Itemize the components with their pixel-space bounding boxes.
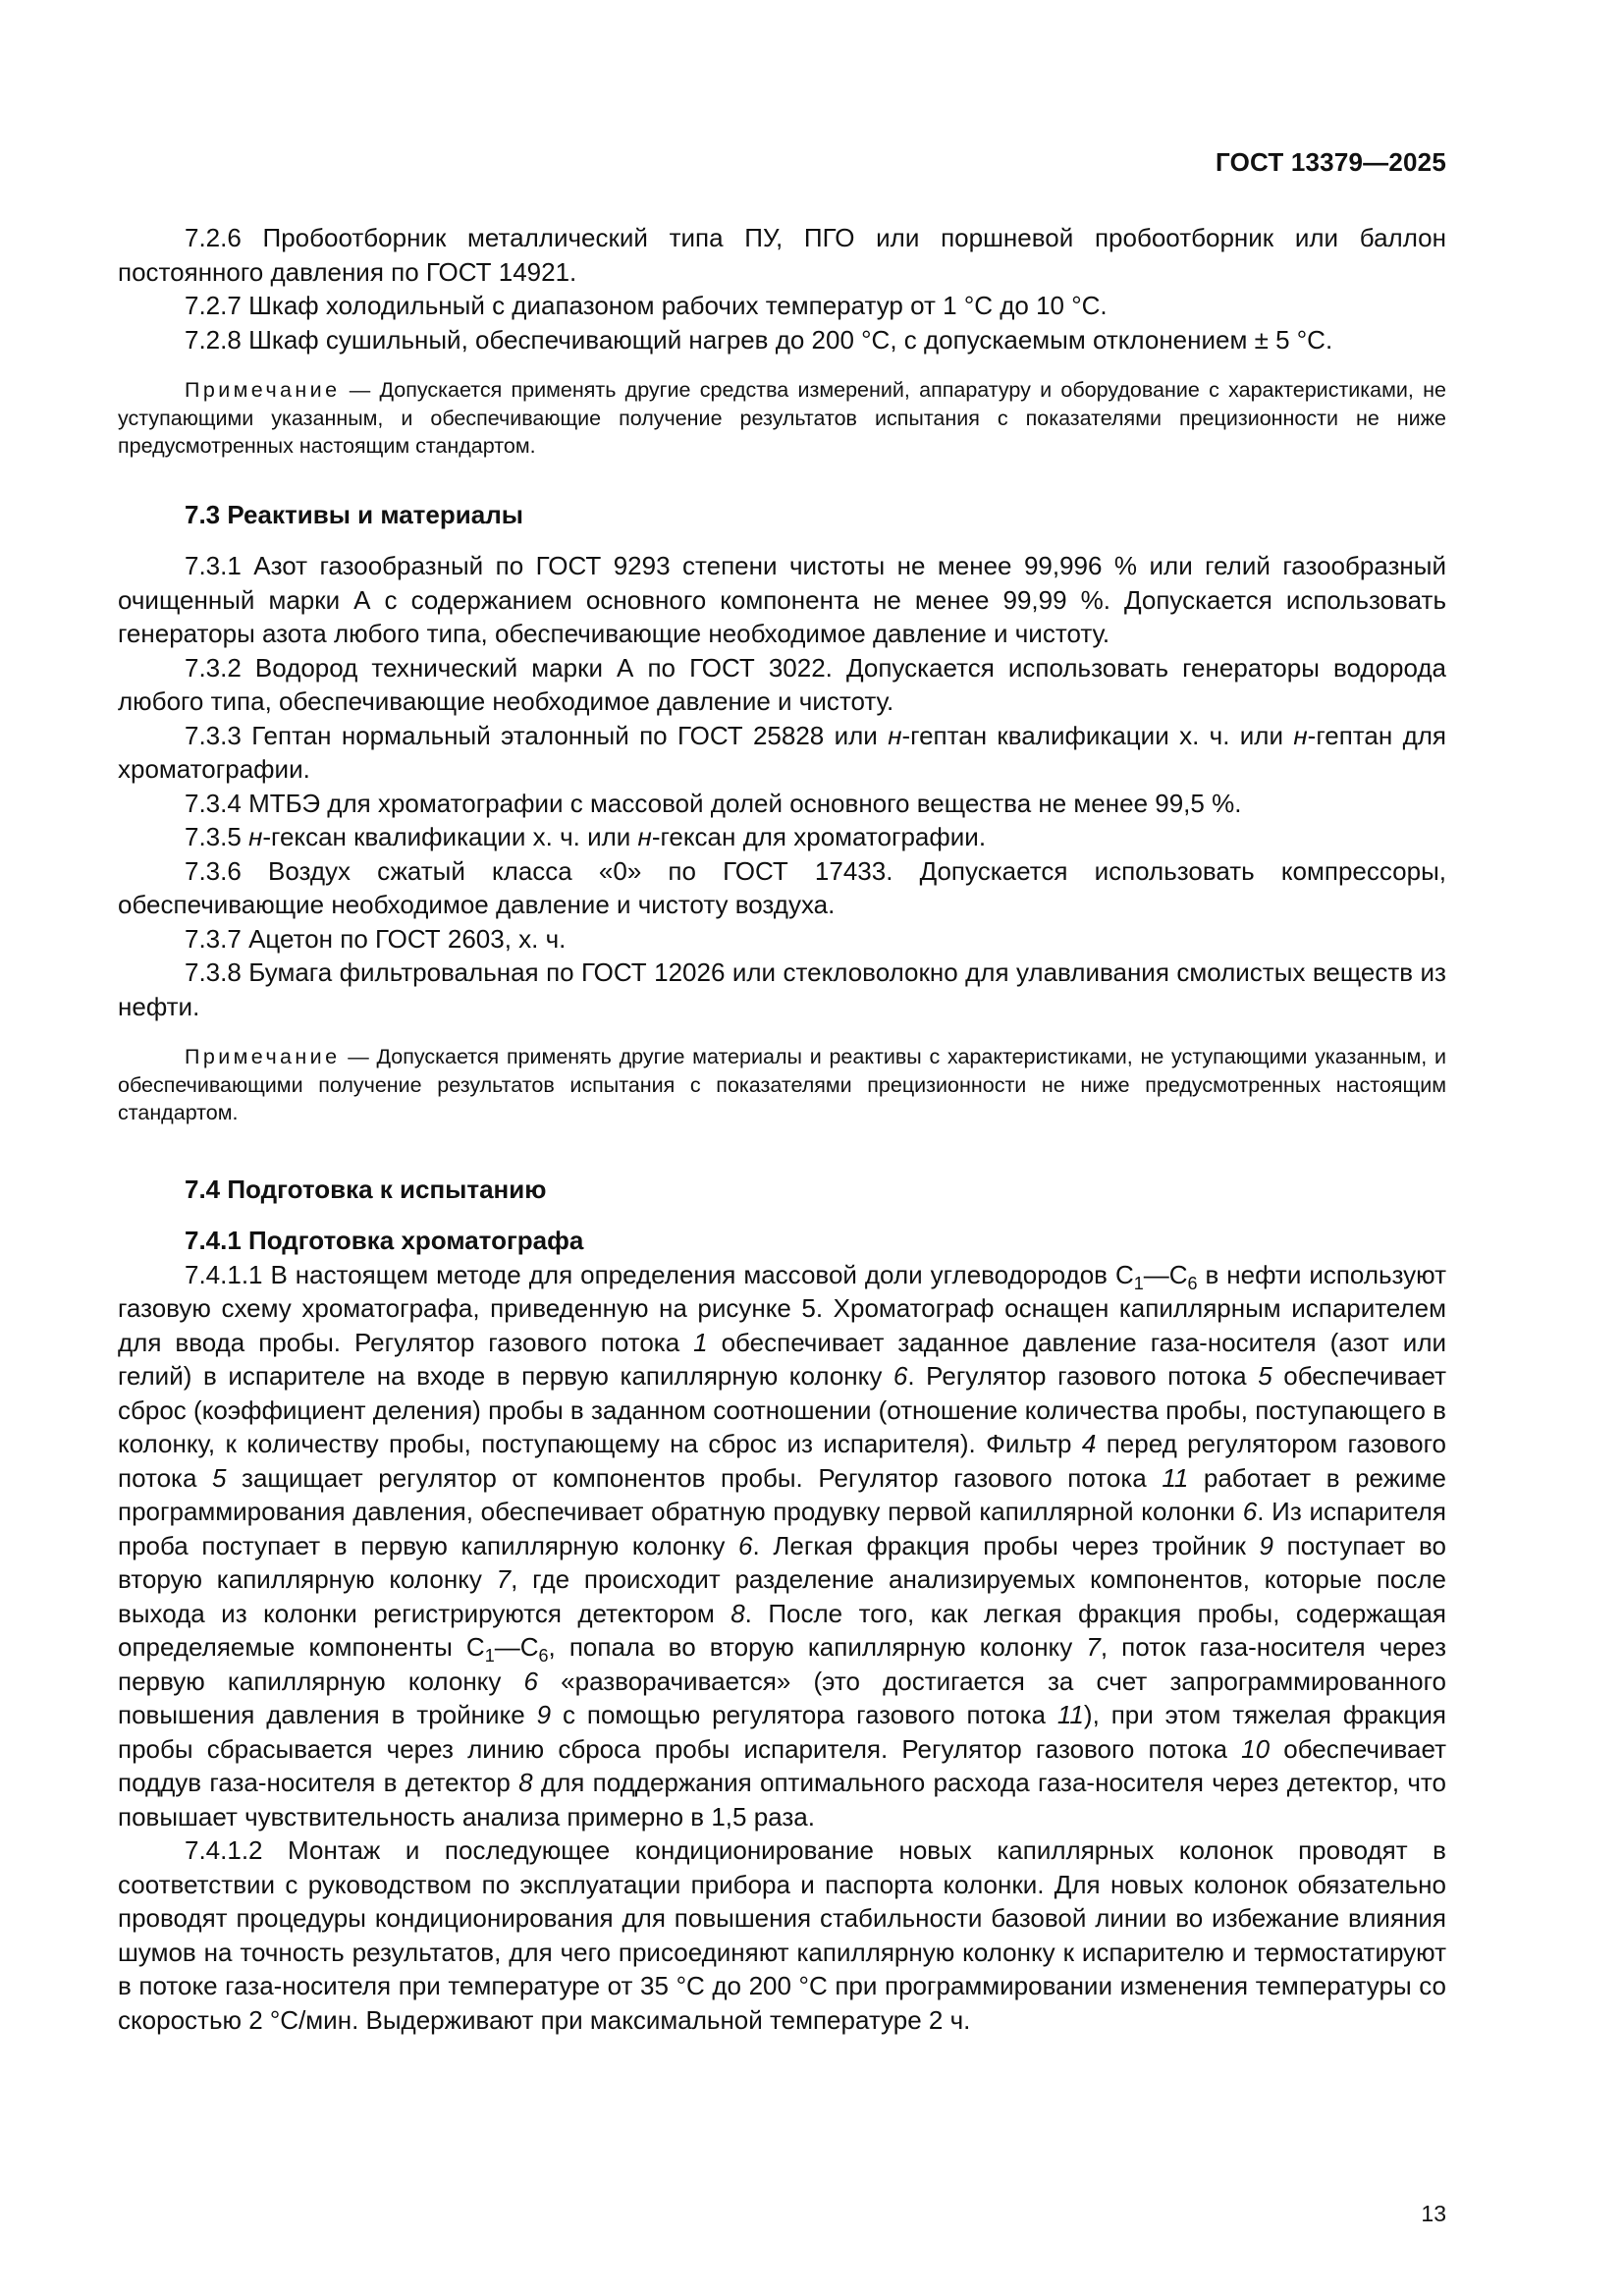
clause-7-3-2: 7.3.2 Водород технический марки А по ГОСТ 3022. Допускается использовать генераторы водорода любого типа, обеспечивающие необходимое давление и чистоту. — [118, 652, 1446, 716]
clause-7-3-7: 7.3.7 Ацетон по ГОСТ 2603, х. ч. — [185, 923, 567, 954]
document-body — [118, 221, 1446, 2037]
clause-7-4-1-1: 7.4.1.1 В настоящем методе для определения массовой доли углеводородов $С_1—С_6$ в нефти используют газовую схему хроматографа, приведенную на рисунке 5. Хроматограф оснащен капиллярным испарителем для ввода пробы. Регулятор газового потока 1 обеспечивает заданное давление газа-носителя (азот или гелий) в испарителе на входе в первую капиллярную колонку 6. Регулятор газового потока 5 обеспечивает сброс (коэффициент деления) пробы в заданном соотношении (отношение количества пробы, поступающего в колонку, к количеству пробы, поступающему на сброс из испарителя). Фильтр 4 перед регулятором газового потока 5 защищает регулятор от компонентов пробы. Регулятор газового потока 11 работает в режиме программирования давления, обеспечивает обратную продувку первой капиллярной колонки 6. Из испарителя проба поступает в первую капиллярную колонку 6. Легкая фракция пробы через тройник 9 поступает во вторую капиллярную колонку 7, где происходит разделение анализируемых компонентов, которые после выхода из колонки регистрируются детектором 8. После того, как легкая фракция пробы, содержащая определяемые компоненты $С_1—С_6$, попала во вторую капиллярную колонку 7, поток газа-носителя через первую капиллярную колонку 6 «разворачивается» (это достигается за счет запрограммированного повышения давления в тройнике 9 с помощью регулятора газового потока 11), при этом тяжелая фракция пробы сбрасывается через линию сброса пробы испарителя. Регулятор газового потока 10 обеспечивает поддув газа-носителя в детектор 8 для поддержания оптимального расхода газа-носителя через детектор, что повышает чувствительность анализа примерно в 1,5 раза. — [118, 1259, 1447, 1831]
note-label: Примечание — [185, 378, 341, 402]
note-label: Примечание — [185, 1045, 341, 1068]
note-7-2 — [118, 376, 1446, 461]
note-7-3 — [118, 1043, 1446, 1127]
clause-7-3-1: 7.3.1 Азот газообразный по ГОСТ 9293 степени чистоты не менее 99,996 % или гелий газообразный очищенный марки А с содержанием основного компонента не менее 99,99 %. Допускается использовать генераторы азота любого типа, обеспечивающие необходимое давление и чистоту. — [118, 551, 1446, 648]
note-text: — Допускается применять другие материалы и реактивы с характеристиками, не уступающими указанным, и обеспечивающими получение результатов испытания с показателями прецизионности не ниже предусмотренных настоящим стандартом. — [118, 1045, 1446, 1124]
clause-7-2-8: 7.2.8 Шкаф сушильный, обеспечивающий нагрев до 200 °С, с допускаемым отклонением ± 5 °С. — [185, 324, 1333, 355]
subsection-heading-7-4-1: 7.4.1 Подготовка хроматографа — [185, 1226, 584, 1255]
clause-7-4-1-2: 7.4.1.2 Монтаж и последующее кондиционирование новых капиллярных колонок проводят в соответствии с руководством по эксплуатации прибора и паспорта колонки. Для новых колонок обязательно проводят процедуры кондиционирования для повышения стабильности базовой линии во избежание влияния шумов на точность результатов, для чего присоединяют капиллярную колонку к испарителю и термостатируют в потоке газа-носителя при температуре от 35 °С до 200 °С при программировании изменения температуры со скоростью 2 °С/мин. Выдерживают при максимальной температуре 2 ч. — [118, 1835, 1446, 2035]
clause-7-2-7: 7.2.7 Шкаф холодильный с диапазоном рабочих температур от 1 °С до 10 °С. — [185, 291, 1108, 320]
page-number: 13 — [1421, 2201, 1446, 2226]
clause-7-3-5: 7.3.5 н-гексан квалификации х. ч. или н-гексан для хроматографии. — [185, 822, 987, 851]
clause-7-3-3: 7.3.3 Гептан нормальный эталонный по ГОСТ 25828 или н-гептан квалификации х. ч. или н-гептан для хроматографии. — [118, 720, 1446, 784]
section-heading-7-4: 7.4 Подготовка к испытанию — [185, 1174, 547, 1204]
clause-7-2-6: 7.2.6 Пробоотборник металлический типа ПУ, ПГО или поршневой пробоотборник или баллон постоянного давления по ГОСТ 14921. — [118, 223, 1446, 287]
section-heading-7-3: 7.3 Реактивы и материалы — [185, 499, 523, 529]
note-text: — Допускается применять другие средства измерений, аппаратуру и оборудование с характеристиками, не уступающими указанным, и обеспечивающие получение результатов испытания с показателями прецизионности не ниже предусмотренных настоящим стандартом. — [118, 378, 1446, 458]
clause-7-3-4: 7.3.4 МТБЭ для хроматографии с массовой долей основного вещества не менее 99,5 %. — [185, 788, 1242, 818]
document-header: ГОСТ 13379—2025 — [1216, 147, 1446, 177]
clause-7-3-6: 7.3.6 Воздух сжатый класса «0» по ГОСТ 17433. Допускается использовать компрессоры, обеспечивающие необходимое давление и чистоту воздуха. — [118, 855, 1446, 919]
clause-7-3-8: 7.3.8 Бумага фильтровальная по ГОСТ 12026 или стекловолокно для улавливания смолистых веществ из нефти. — [118, 957, 1446, 1021]
